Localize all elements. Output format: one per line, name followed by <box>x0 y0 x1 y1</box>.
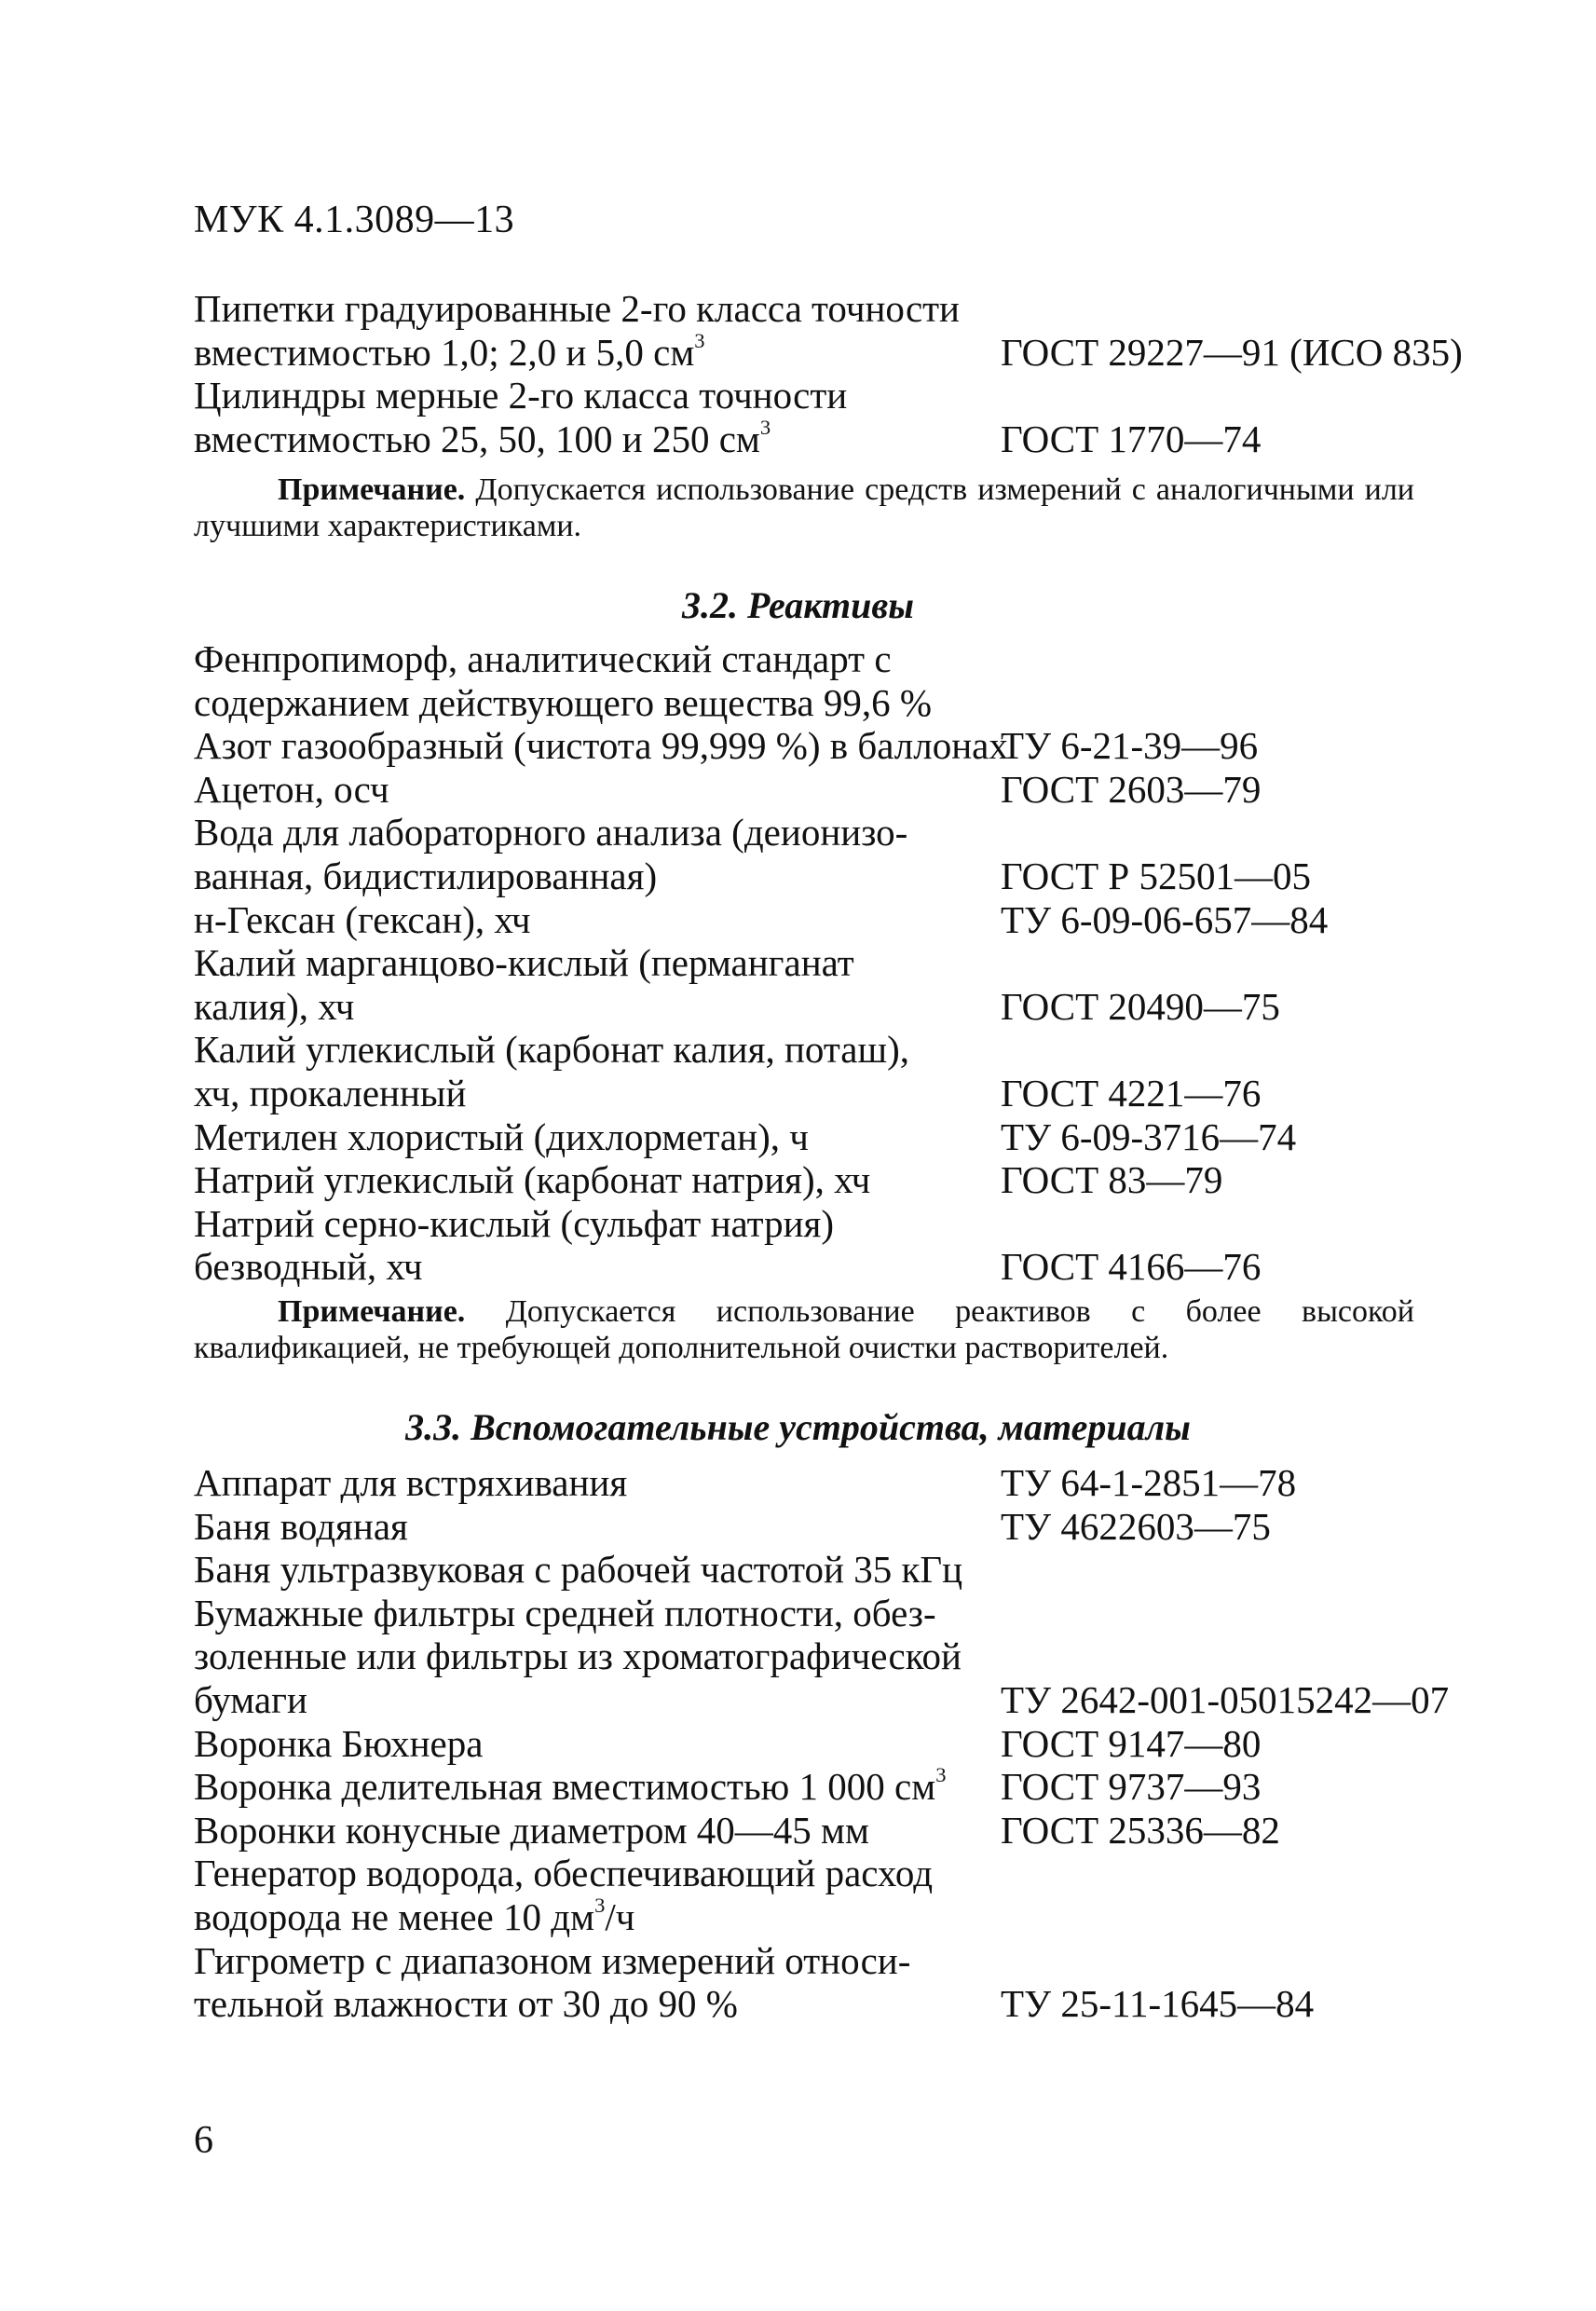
item-standard: ГОСТ 29227—91 (ИСО 835) <box>1001 330 1463 374</box>
list-item <box>194 1982 1498 2026</box>
item-name: Воронки конусные диаметром 40—45 мм <box>194 1808 869 1852</box>
list-item <box>194 1852 1498 1895</box>
list-item <box>194 1939 1498 1983</box>
auxiliary-list <box>194 1461 1498 2026</box>
item-name: Баня ультразвуковая с рабочей частотой 35 кГц <box>194 1548 963 1592</box>
item-name: Генератор водорода, обеспечивающий расход <box>194 1852 934 1895</box>
document-id-header: МУК 4.1.3089—13 <box>194 198 515 241</box>
item-name: Бумажные фильтры средней плотности, обез- <box>194 1591 936 1634</box>
item-name: содержанием действующего вещества 99,6 % <box>194 680 933 724</box>
item-standard: ГОСТ 9737—93 <box>1001 1765 1262 1809</box>
item-name: ванная, бидистилированная) <box>194 854 658 897</box>
list-item <box>194 1028 1498 1072</box>
item-name: вместимостью 1,0; 2,0 и 5,0 $см^3$ <box>194 328 705 374</box>
list-item <box>194 1072 1498 1115</box>
item-name: водорода не менее 10 $дм^3/ч$ <box>194 1893 635 1938</box>
list-item <box>194 1245 1498 1289</box>
list-item <box>194 1461 1498 1505</box>
item-standard: ТУ 6-21-39—96 <box>1001 724 1259 768</box>
item-name: Натрий серно-кислый (сульфат натрия) <box>194 1201 835 1245</box>
note-text: Допускается использование реактивов с более высокой квалификацией, не требующей дополнительной очистки растворителей. <box>194 1294 1414 1365</box>
reagents-list <box>194 637 1498 1289</box>
list-item <box>194 768 1498 812</box>
item-standard: ГОСТ 1770—74 <box>1001 417 1262 460</box>
note-label: Примечание. <box>278 472 466 507</box>
item-standard: ГОСТ 9147—80 <box>1001 1721 1262 1765</box>
item-name: безводный, хч <box>194 1245 423 1289</box>
item-standard: ТУ 2642-001-05015242—07 <box>1001 1677 1450 1721</box>
list-item <box>194 1115 1498 1159</box>
item-standard: ТУ 4622603—75 <box>1001 1504 1271 1548</box>
item-standard: ГОСТ 20490—75 <box>1001 984 1280 1028</box>
item-name: Баня водяная <box>194 1504 408 1548</box>
item-standard: ГОСТ 4221—76 <box>1001 1071 1262 1114</box>
item-standard: ГОСТ 25336—82 <box>1001 1808 1280 1852</box>
list-item <box>194 1158 1498 1202</box>
item-standard: ТУ 6-09-3716—74 <box>1001 1114 1297 1158</box>
item-name: Азот газообразный (чистота 99,999 %) в баллонах <box>194 724 1008 768</box>
item-name: Воронка Бюхнера <box>194 1721 484 1765</box>
list-item <box>194 811 1498 855</box>
reagents-heading: 3.2. Реактивы <box>682 584 914 626</box>
list-item <box>194 417 1498 461</box>
item-name: Гигрометр с диапазоном измерений относи- <box>194 1938 911 1982</box>
item-name: калия), хч <box>194 984 355 1028</box>
item-standard: ГОСТ 83—79 <box>1001 1158 1223 1202</box>
item-name: Аппарат для встряхивания <box>194 1461 628 1504</box>
item-name: Цилиндры мерные 2-го класса точности <box>194 374 848 417</box>
list-item <box>194 941 1498 985</box>
item-name: Воронка делительная вместимостью 1 000 $см^3$ <box>194 1763 947 1809</box>
item-name: Ацетон, осч <box>194 767 389 811</box>
note-text: Допускается использование средств измерений с аналогичными или лучшими характеристиками. <box>194 472 1414 543</box>
list-item <box>194 985 1498 1029</box>
list-item <box>194 1505 1498 1549</box>
note-label: Примечание. <box>278 1294 466 1329</box>
measuring-instruments-list <box>194 287 1498 460</box>
list-item <box>194 1895 1498 1939</box>
item-name: Метилен хлористый (дихлорметан), ч <box>194 1114 809 1158</box>
list-item <box>194 637 1498 681</box>
item-name: Натрий углекислый (карбонат натрия), хч <box>194 1158 871 1202</box>
item-name: хч, прокаленный <box>194 1071 467 1114</box>
page-number: 6 <box>194 2119 213 2162</box>
item-name: Вода для лабораторного анализа (деионизо- <box>194 811 908 855</box>
item-name: бумаги <box>194 1677 307 1721</box>
item-name: Калий углекислый (карбонат калия, поташ), <box>194 1028 909 1072</box>
list-item <box>194 374 1498 417</box>
item-name: Пипетки градуированные 2-го класса точности <box>194 287 961 330</box>
list-item <box>194 1634 1498 1678</box>
list-item <box>194 1809 1498 1853</box>
item-name: Калий марганцово-кислый (перманганат <box>194 941 854 985</box>
item-standard: ГОСТ 2603—79 <box>1001 767 1262 811</box>
item-standard: ТУ 25-11-1645—84 <box>1001 1982 1315 2026</box>
list-item <box>194 1202 1498 1246</box>
list-item <box>194 681 1498 725</box>
list-item <box>194 1678 1498 1722</box>
list-item <box>194 855 1498 898</box>
list-item <box>194 287 1498 331</box>
item-standard: ГОСТ Р 52501—05 <box>1001 854 1311 897</box>
item-standard: ГОСТ 4166—76 <box>1001 1245 1262 1289</box>
list-item <box>194 1592 1498 1635</box>
item-name: тельной влажности от 30 до 90 % <box>194 1982 738 2026</box>
reagents-note <box>194 1293 1414 1366</box>
aux-heading: 3.3. Вспомогательные устройства, материалы <box>405 1406 1191 1448</box>
list-item <box>194 1722 1498 1766</box>
item-standard: ТУ 64-1-2851—78 <box>1001 1461 1297 1504</box>
list-item <box>194 898 1498 942</box>
list-item <box>194 1765 1498 1809</box>
measuring-note <box>194 472 1414 544</box>
item-name: н-Гексан (гексан), хч <box>194 897 531 941</box>
list-item <box>194 1548 1498 1592</box>
item-name: золенные или фильтры из хроматографической <box>194 1634 962 1678</box>
item-name: вместимостью 25, 50, 100 и 250 $см^3$ <box>194 415 771 460</box>
item-name: Фенпропиморф, аналитический стандарт с <box>194 637 892 680</box>
list-item <box>194 724 1498 768</box>
list-item <box>194 328 1498 375</box>
item-standard: ТУ 6-09-06-657—84 <box>1001 897 1329 941</box>
